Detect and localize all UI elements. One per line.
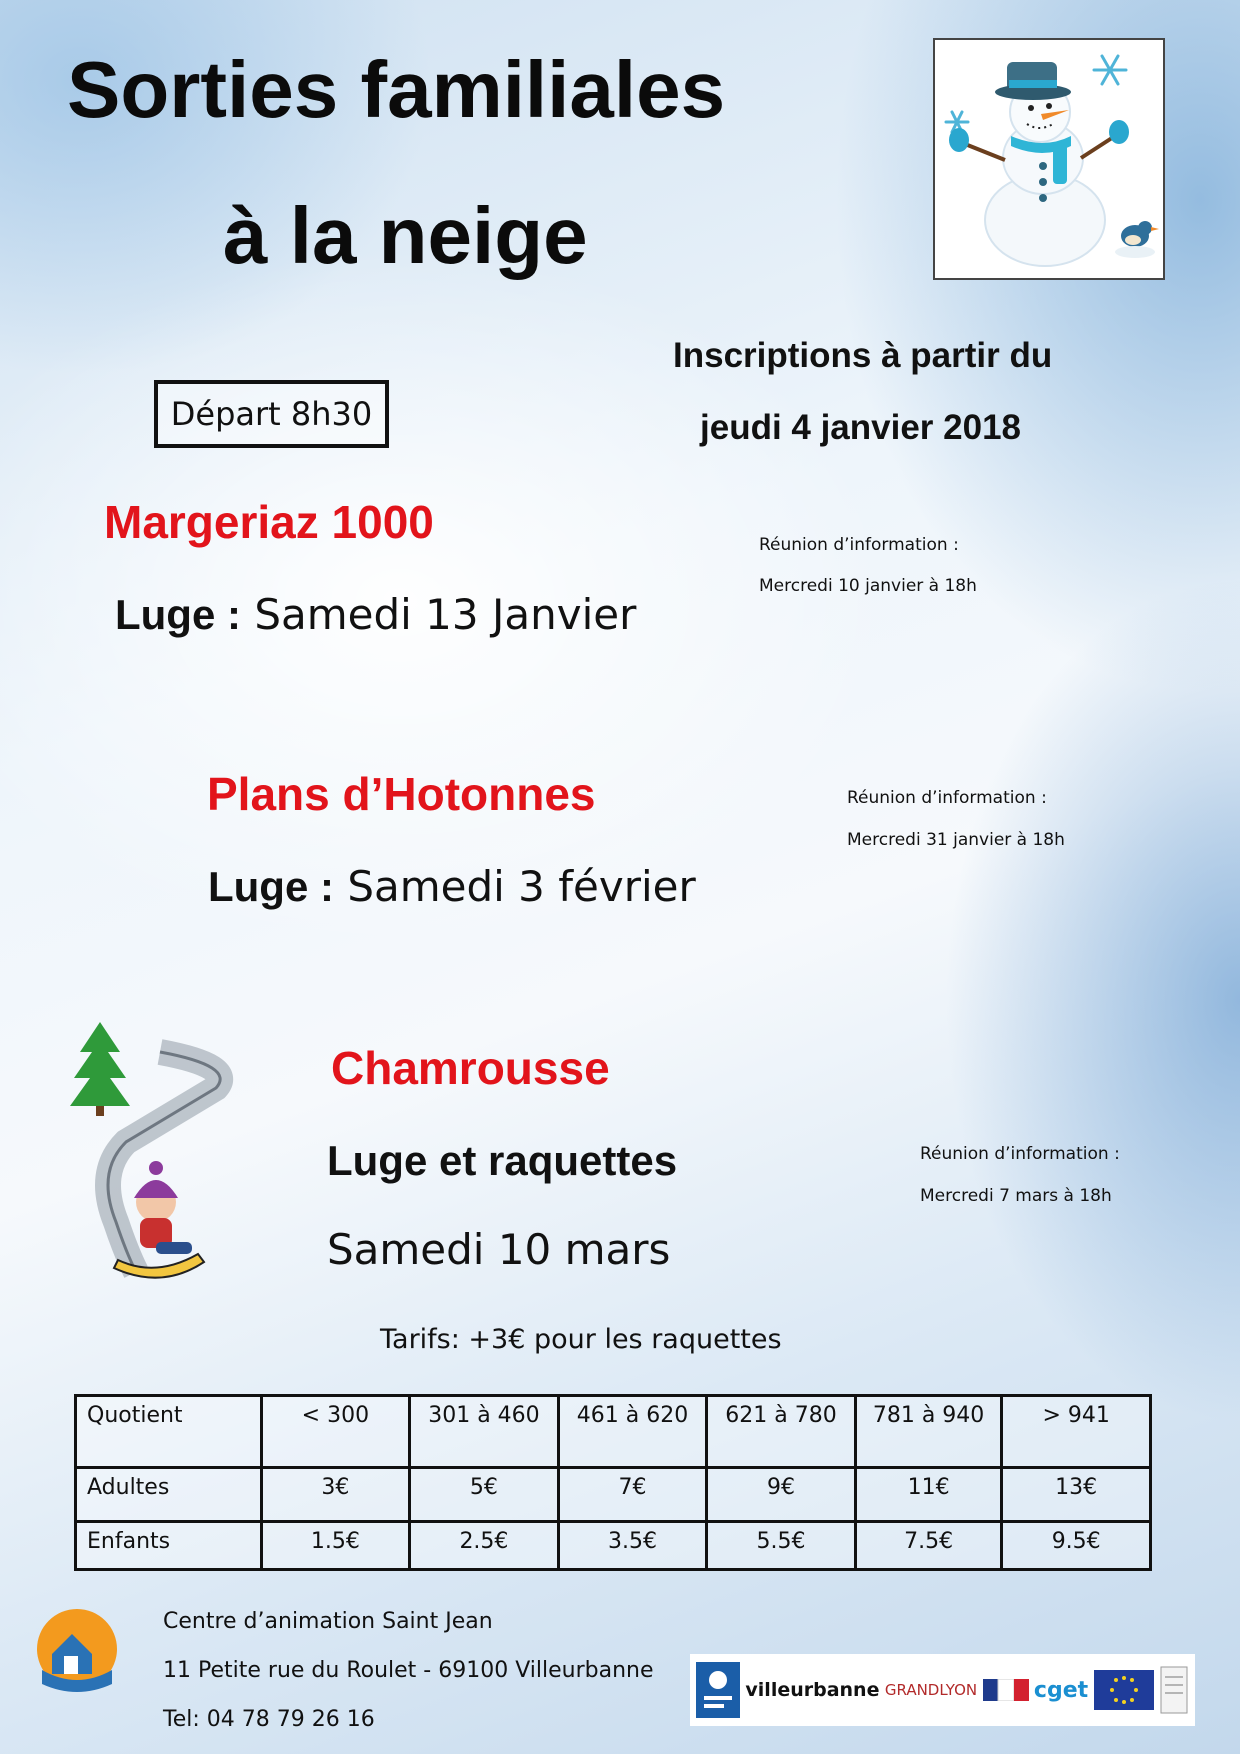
outing-1-activity-label: Luge : bbox=[115, 591, 241, 638]
table-cell: > 941 bbox=[1002, 1396, 1151, 1468]
price-table bbox=[74, 1394, 1152, 1571]
partner-logos bbox=[690, 1654, 1195, 1726]
table-cell: 1.5€ bbox=[261, 1522, 410, 1570]
grandlyon-logo: GRANDLYON bbox=[884, 1681, 978, 1699]
table-cell: 7.5€ bbox=[855, 1522, 1002, 1570]
table-cell: Adultes bbox=[76, 1468, 262, 1522]
footer-org-name: Centre d’animation Saint Jean bbox=[163, 1609, 493, 1634]
title-line-2: à la neige bbox=[223, 191, 588, 280]
table-cell: 3€ bbox=[261, 1468, 410, 1522]
outing-2-activity bbox=[208, 862, 696, 911]
centre-animation-logo bbox=[32, 1604, 122, 1694]
snowman-icon bbox=[935, 40, 1163, 278]
outing-3-activity-label: Luge et raquettes bbox=[327, 1137, 678, 1184]
outing-1-meeting-date: Mercredi 10 janvier à 18h bbox=[759, 576, 977, 596]
partner-seal-icon bbox=[1159, 1665, 1189, 1715]
footer-phone: Tel: 04 78 79 26 16 bbox=[163, 1707, 375, 1732]
registration-line-1: Inscriptions à partir du bbox=[673, 336, 1053, 375]
outing-3-place: Chamrousse bbox=[331, 1042, 610, 1094]
table-cell: 3.5€ bbox=[558, 1522, 707, 1570]
table-cell: 461 à 620 bbox=[558, 1396, 707, 1468]
table-cell: Enfants bbox=[76, 1522, 262, 1570]
republique-francaise-logo-icon bbox=[983, 1679, 1029, 1701]
table-row bbox=[76, 1522, 1151, 1570]
outing-1-activity bbox=[115, 590, 636, 639]
table-cell: 11€ bbox=[855, 1468, 1002, 1522]
sledding-child-icon bbox=[66, 1022, 246, 1302]
registration-line-2: jeudi 4 janvier 2018 bbox=[700, 408, 1022, 447]
table-row bbox=[76, 1468, 1151, 1522]
outing-3-meeting-label: Réunion d’information : bbox=[920, 1144, 1120, 1164]
outing-1-place: Margeriaz 1000 bbox=[104, 496, 434, 548]
table-cell: 5.5€ bbox=[707, 1522, 856, 1570]
table-cell: 13€ bbox=[1002, 1468, 1151, 1522]
table-cell: 2.5€ bbox=[410, 1522, 559, 1570]
outing-2-meeting-label: Réunion d’information : bbox=[847, 788, 1047, 808]
outing-1-activity-date: Samedi 13 Janvier bbox=[254, 590, 637, 639]
table-cell: 9.5€ bbox=[1002, 1522, 1151, 1570]
outing-2-activity-date: Samedi 3 février bbox=[347, 862, 696, 911]
caf-logo-icon bbox=[696, 1662, 740, 1718]
table-cell: 621 à 780 bbox=[707, 1396, 856, 1468]
outing-3-activity bbox=[327, 1136, 677, 1185]
outing-2-place: Plans d’Hotonnes bbox=[207, 768, 596, 820]
outing-2-activity-label: Luge : bbox=[208, 863, 334, 910]
table-cell: < 300 bbox=[261, 1396, 410, 1468]
tarifs-note: Tarifs: +3€ pour les raquettes bbox=[380, 1324, 782, 1355]
european-union-flag-icon bbox=[1094, 1670, 1154, 1710]
sled-illustration bbox=[66, 1022, 246, 1302]
table-cell: 5€ bbox=[410, 1468, 559, 1522]
outing-2-meeting-date: Mercredi 31 janvier à 18h bbox=[847, 830, 1065, 850]
table-cell: 301 à 460 bbox=[410, 1396, 559, 1468]
table-cell: Quotient bbox=[76, 1396, 262, 1468]
table-cell: 7€ bbox=[558, 1468, 707, 1522]
table-cell: 9€ bbox=[707, 1468, 856, 1522]
outing-3-meeting-date: Mercredi 7 mars à 18h bbox=[920, 1186, 1112, 1206]
table-header-row bbox=[76, 1396, 1151, 1468]
snowman-picture bbox=[933, 38, 1165, 280]
centre-animation-logo-icon bbox=[32, 1604, 122, 1694]
departure-box: Départ 8h30 bbox=[154, 380, 389, 448]
outing-3-activity-date: Samedi 10 mars bbox=[327, 1225, 671, 1274]
outing-1-meeting-label: Réunion d’information : bbox=[759, 535, 959, 555]
villeurbanne-logo: villeurbanne bbox=[745, 1679, 880, 1701]
title-line-1: Sorties familiales bbox=[67, 45, 726, 134]
table-cell: 781 à 940 bbox=[855, 1396, 1002, 1468]
cget-logo: cget bbox=[1033, 1677, 1089, 1703]
footer-address: 11 Petite rue du Roulet - 69100 Villeurbanne bbox=[163, 1658, 654, 1683]
